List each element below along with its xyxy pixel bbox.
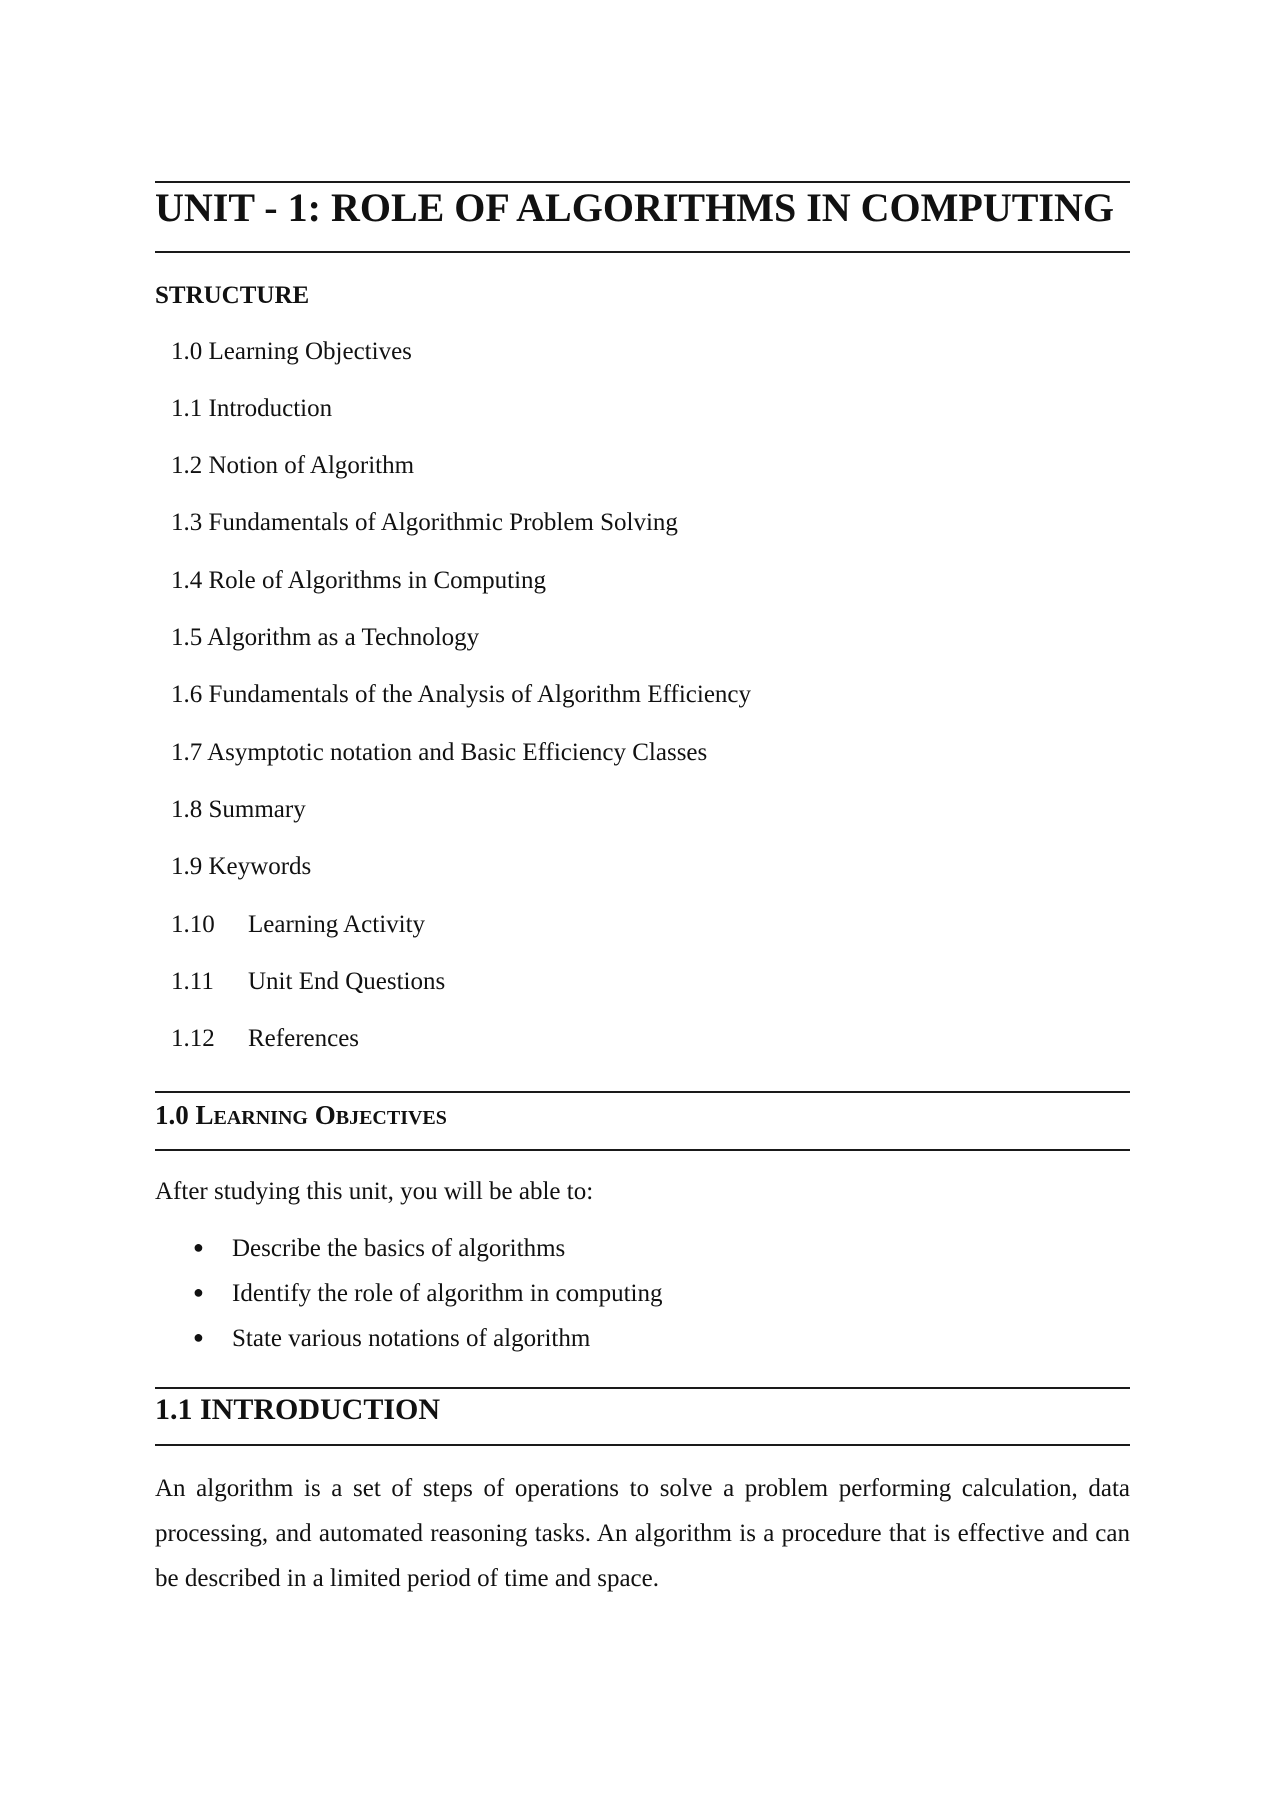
toc-item bbox=[171, 567, 546, 595]
toc-title: Unit End Questions bbox=[248, 968, 446, 995]
toc-number: 1.10 bbox=[171, 911, 215, 938]
toc-number: 1.8 bbox=[171, 796, 203, 823]
objectives-top-rule bbox=[155, 1091, 1130, 1093]
toc-title: Learning Objectives bbox=[208, 338, 412, 365]
toc-number: 1.11 bbox=[171, 968, 214, 995]
toc-title: Keywords bbox=[208, 853, 312, 880]
bullet-icon: ● bbox=[193, 1282, 204, 1302]
toc-item bbox=[171, 681, 751, 709]
toc-item bbox=[171, 796, 306, 824]
toc-title: Fundamentals of the Analysis of Algorithm Efficiency bbox=[208, 681, 752, 708]
heading-number: 1.0 bbox=[155, 1100, 189, 1130]
toc-title: Algorithm as a Technology bbox=[207, 624, 480, 651]
toc-number: 1.7 bbox=[171, 739, 203, 766]
toc-number: 1.3 bbox=[171, 509, 203, 536]
objective-bullet: ● State various notations of algorithm bbox=[193, 1325, 591, 1352]
toc-number: 1.9 bbox=[171, 853, 203, 880]
toc-number: 1.2 bbox=[171, 452, 203, 479]
toc-item bbox=[171, 968, 445, 996]
toc-number: 1.0 bbox=[171, 338, 203, 365]
toc-title: Fundamentals of Algorithmic Problem Solving bbox=[208, 509, 678, 536]
toc-title: Notion of Algorithm bbox=[208, 452, 415, 479]
toc-item bbox=[171, 452, 414, 480]
document-page bbox=[155, 0, 1130, 1800]
toc-item bbox=[171, 739, 707, 767]
unit-title: UNIT - 1: ROLE OF ALGORITHMS IN COMPUTING bbox=[155, 185, 1114, 230]
toc-title: Introduction bbox=[208, 395, 333, 422]
toc-number: 1.1 bbox=[171, 395, 203, 422]
introduction-heading: 1.1 INTRODUCTION bbox=[155, 1393, 441, 1426]
objective-bullet: ● Describe the basics of algorithms bbox=[193, 1235, 566, 1262]
toc-item bbox=[171, 395, 332, 423]
toc-title: References bbox=[248, 1025, 360, 1052]
toc-number: 1.4 bbox=[171, 567, 203, 594]
bullet-icon: ● bbox=[193, 1327, 204, 1347]
toc-item bbox=[171, 1025, 359, 1053]
toc-item bbox=[171, 338, 412, 366]
title-bottom-rule bbox=[155, 251, 1130, 253]
toc-title: Asymptotic notation and Basic Efficiency Classes bbox=[207, 739, 708, 766]
objective-bullet: ● Identify the role of algorithm in computing bbox=[193, 1280, 663, 1307]
objectives-bottom-rule bbox=[155, 1149, 1130, 1151]
toc-number: 1.6 bbox=[171, 681, 203, 708]
bullet-icon: ● bbox=[193, 1237, 204, 1257]
learning-objectives-heading: 1.0 LEARNING OBJECTIVES bbox=[155, 1100, 447, 1130]
objectives-intro: After studying this unit, you will be able to: bbox=[155, 1178, 594, 1205]
structure-label: STRUCTURE bbox=[155, 282, 310, 309]
toc-item bbox=[171, 911, 425, 939]
introduction-bottom-rule bbox=[155, 1444, 1130, 1446]
toc-item bbox=[171, 624, 479, 652]
title-top-rule bbox=[155, 181, 1130, 183]
toc-title: Role of Algorithms in Computing bbox=[208, 567, 547, 594]
toc-number: 1.5 bbox=[171, 624, 203, 651]
toc-item bbox=[171, 853, 311, 881]
toc-title: Learning Activity bbox=[248, 911, 426, 938]
introduction-paragraph: An algorithm is a set of steps of operations to solve a problem performing calculation, data processing, and automated reasoning tasks. An algorithm is a procedure that is effective and can be described in a limited period of time and space. bbox=[155, 1475, 1130, 1592]
toc-item bbox=[171, 509, 678, 537]
introduction-top-rule bbox=[155, 1387, 1130, 1389]
toc-number: 1.12 bbox=[171, 1025, 215, 1052]
toc-title: Summary bbox=[208, 796, 306, 823]
